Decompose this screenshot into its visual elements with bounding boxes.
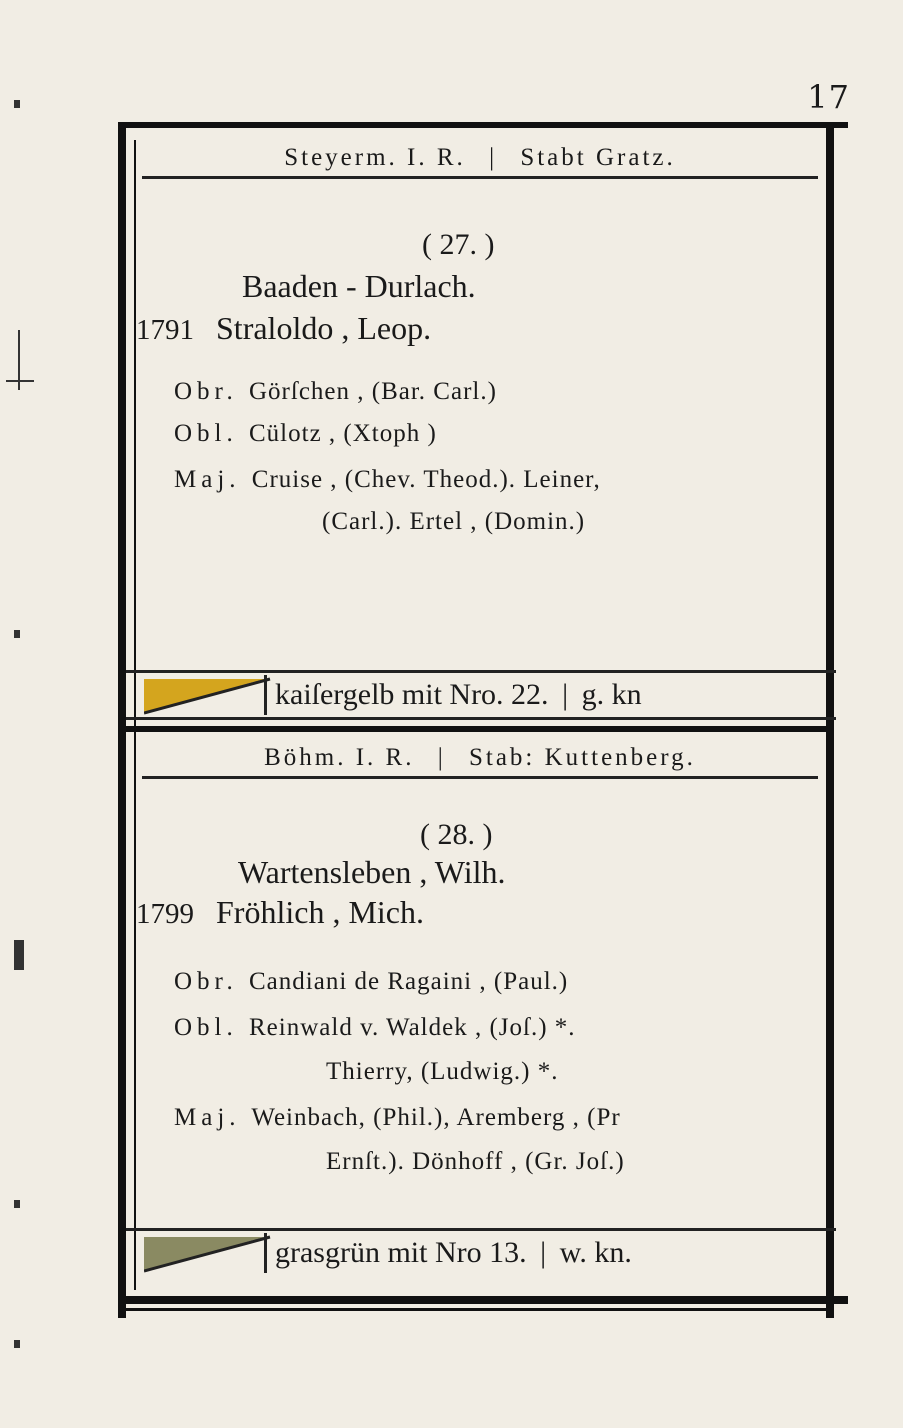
officer-line xyxy=(174,466,601,494)
swatch-diagonal xyxy=(144,677,272,715)
officer-line-continued xyxy=(322,508,585,536)
officer-rank: Obr. xyxy=(174,378,238,405)
owner-year: 1791 xyxy=(136,314,194,346)
buttons-text: g. kn xyxy=(581,678,642,711)
officer-names: Ernſt.). Dönhoff , (Gr. Joſ.) xyxy=(326,1148,625,1175)
owner-year: 1799 xyxy=(136,898,194,930)
officer-names: Cruise , (Chev. Theod.). Leiner, xyxy=(251,466,601,493)
regiment-footer xyxy=(126,1228,836,1275)
regiment-entry xyxy=(126,734,836,1304)
officer-line-continued xyxy=(326,1058,559,1086)
page-number: 17 xyxy=(807,78,850,116)
footer-separator: | xyxy=(540,1236,547,1269)
regiment-owner xyxy=(136,894,424,931)
regiment-header-name: Steyerm. I. R. xyxy=(284,144,466,171)
officer-rank: Maj. xyxy=(174,466,241,493)
officer-rank: Obr. xyxy=(174,968,238,995)
facing-text: grasgrün mit Nro 13. xyxy=(275,1236,527,1269)
regiment-owner xyxy=(136,310,431,347)
regiment-header xyxy=(142,740,818,779)
regiment-entry xyxy=(126,140,836,730)
officer-line xyxy=(174,968,568,996)
officer-names: Reinwald v. Waldek , (Joſ.) *. xyxy=(249,1014,576,1041)
swatch-diagonal xyxy=(144,1235,272,1273)
officer-line xyxy=(174,1104,621,1132)
header-separator: | xyxy=(489,144,498,171)
regiment-colonel: Wartensleben , Wilh. xyxy=(238,854,506,890)
facing-description xyxy=(264,675,642,715)
regiment-header-staff: Stab: Kuttenberg. xyxy=(468,744,696,771)
buttons-text: w. kn. xyxy=(559,1236,632,1269)
frame-left xyxy=(118,122,126,1318)
officer-line xyxy=(174,378,497,406)
officer-names: Cülotz , (Xtoph ) xyxy=(249,420,437,447)
margin-mark xyxy=(14,1340,20,1348)
footer-separator: | xyxy=(562,678,569,711)
officer-rank: Obl. xyxy=(174,420,238,447)
margin-mark xyxy=(14,940,24,970)
regiment-header-name: Böhm. I. R. xyxy=(264,744,415,771)
regiment-footer xyxy=(126,670,836,720)
margin-mark xyxy=(14,100,20,108)
officer-names: Görſchen , (Bar. Carl.) xyxy=(249,378,497,405)
officer-rank: Maj. xyxy=(174,1104,241,1131)
officer-names: (Carl.). Ertel , (Domin.) xyxy=(322,508,586,535)
regiment-colonel: Baaden - Durlach. xyxy=(242,268,476,304)
officer-names: Weinbach, (Phil.), Aremberg , (Pr xyxy=(251,1104,621,1131)
margin-mark xyxy=(14,630,20,638)
frame-bottom-rule xyxy=(126,1308,826,1311)
officer-names: Candiani de Ragaini , (Paul.) xyxy=(249,968,569,995)
officer-line xyxy=(174,1014,576,1042)
officer-line-continued xyxy=(326,1148,625,1176)
header-separator: | xyxy=(437,744,446,771)
regiment-number: ( 27. ) xyxy=(422,228,495,261)
frame-top xyxy=(118,122,848,128)
regiment-header xyxy=(142,140,818,179)
margin-mark xyxy=(6,380,34,382)
facing-text: kaiſergelb mit Nro. 22. xyxy=(275,678,549,711)
officer-rank: Obl. xyxy=(174,1014,238,1041)
owner-name: Fröhlich , Mich. xyxy=(216,894,424,930)
officer-names: Thierry, (Ludwig.) *. xyxy=(326,1058,559,1085)
regiment-number: ( 28. ) xyxy=(420,818,493,851)
facing-description xyxy=(264,1233,632,1273)
owner-name: Straloldo , Leop. xyxy=(216,310,432,346)
regiment-header-staff: Stabt Gratz. xyxy=(520,144,676,171)
margin-mark xyxy=(14,1200,20,1208)
officer-line xyxy=(174,420,437,448)
